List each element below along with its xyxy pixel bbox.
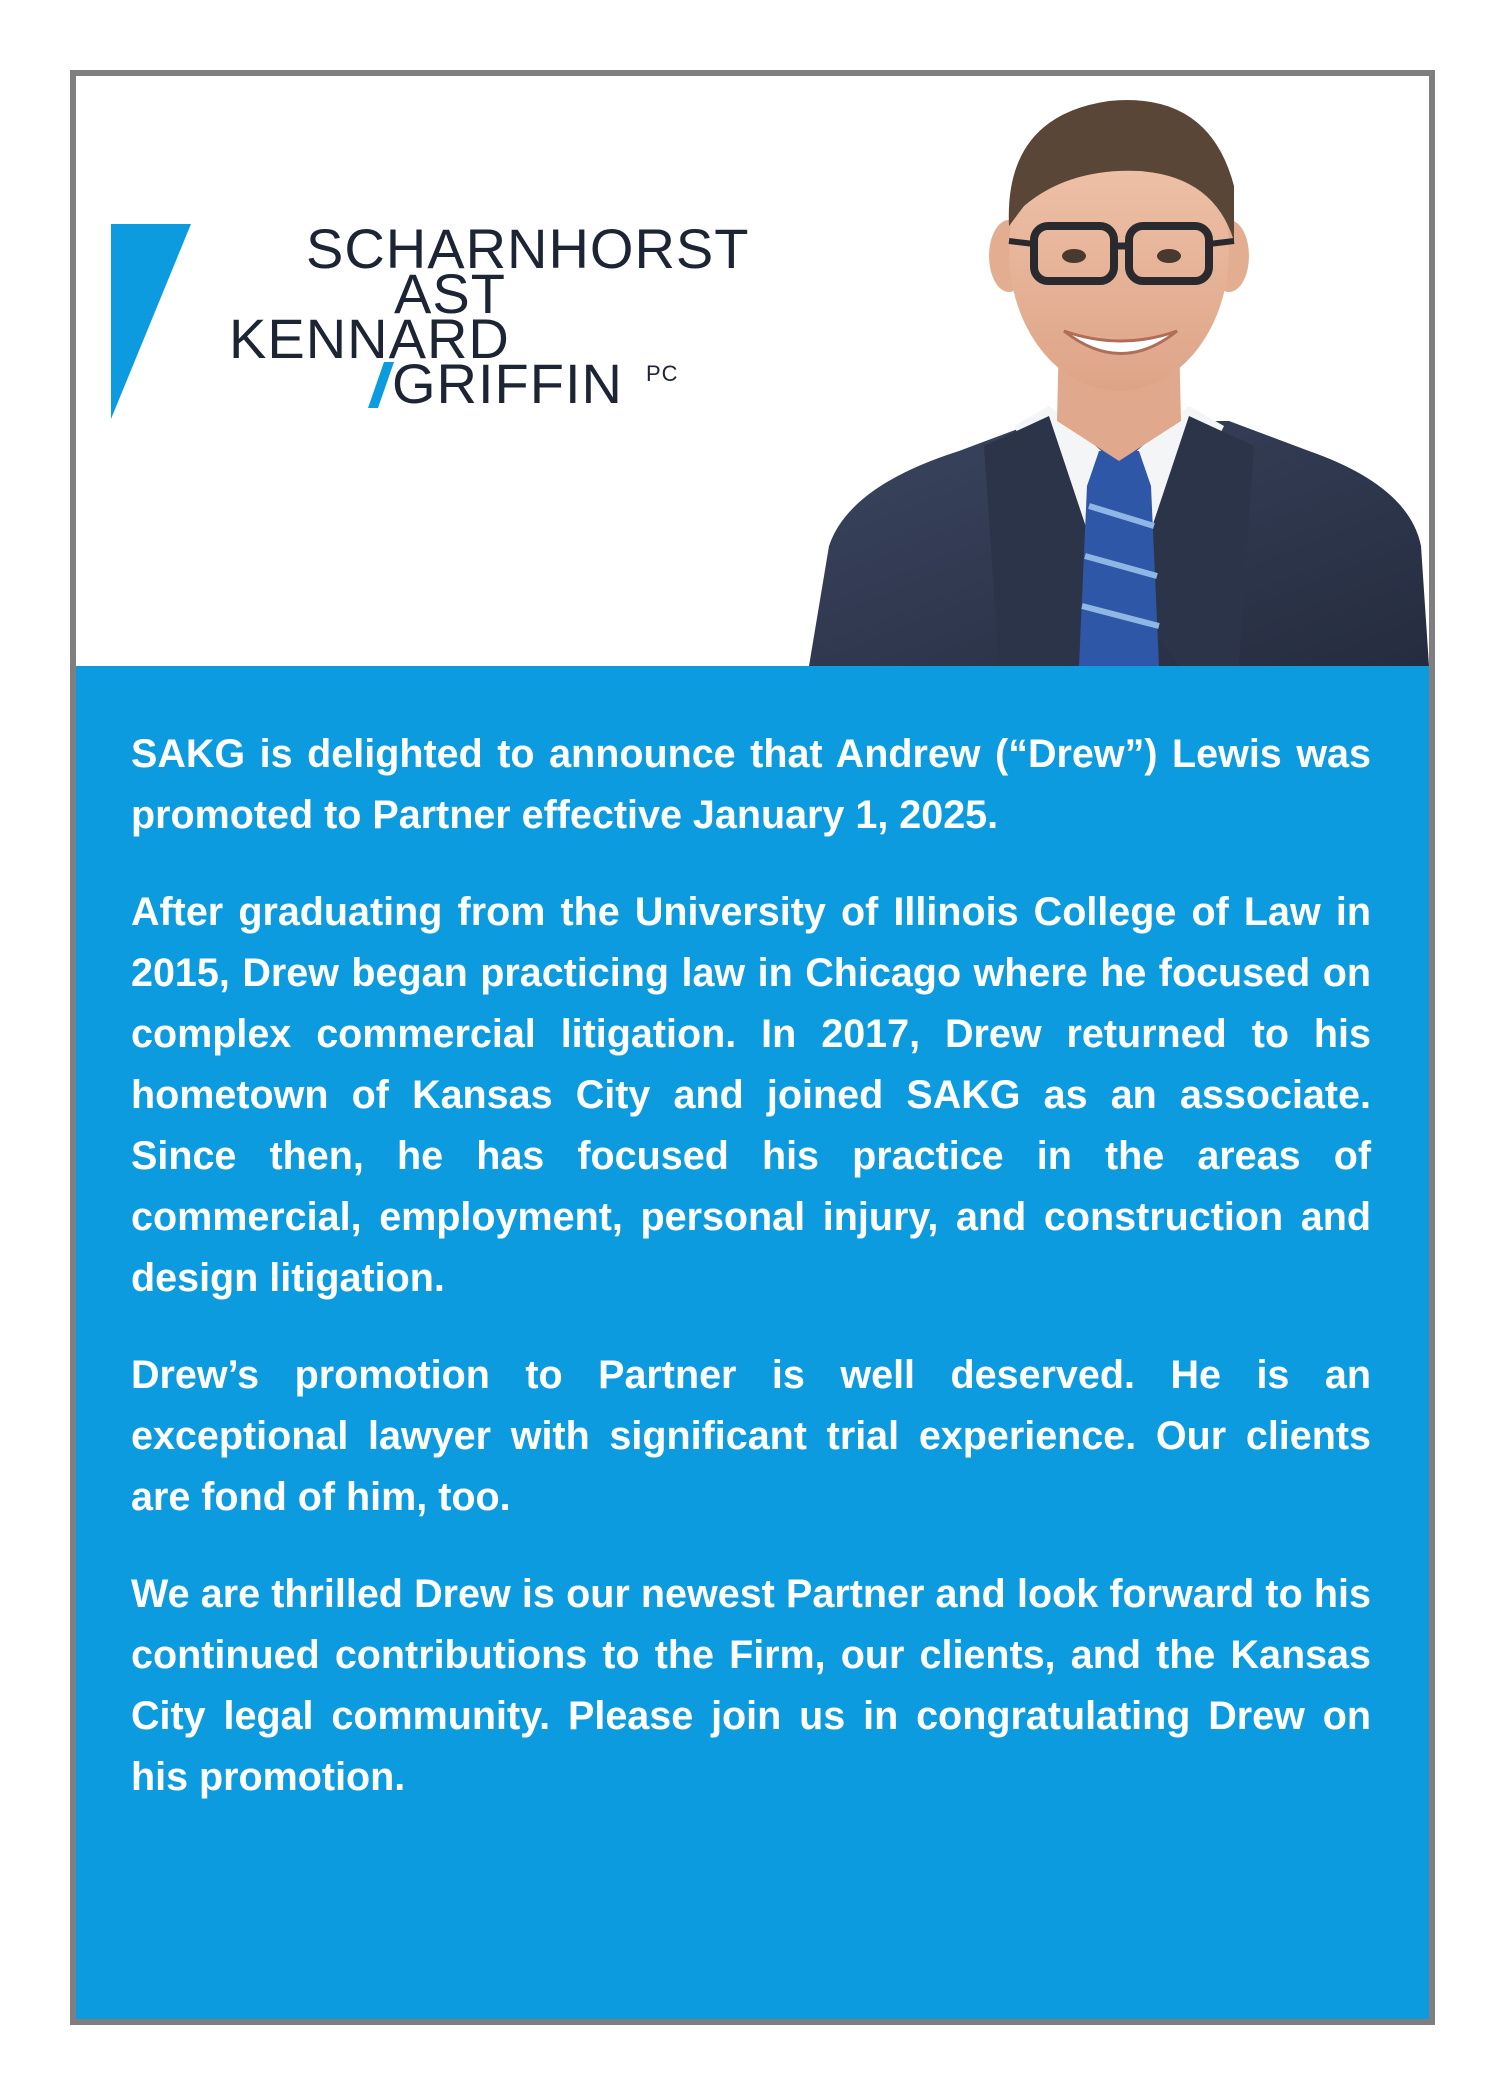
logo-line-kennard: KENNARD	[229, 307, 510, 370]
logo-line-ast: AST	[394, 262, 506, 325]
card-header	[76, 76, 1429, 666]
logo-wedge-icon	[106, 221, 196, 421]
announcement-paragraph-4: We are thrilled Drew is our newest Partner and look forward to his continued contributions to the Firm, our clients, and the Kansas City legal community. Please join us in congratulating Drew on his promotion.	[131, 1572, 1371, 1799]
announcement-paragraph-1: SAKG is delighted to announce that Andrew (“Drew”) Lewis was promoted to Partner effective January 1, 2025.	[131, 732, 1371, 837]
logo-line-griffin: GRIFFIN	[392, 352, 623, 415]
announcement-card	[70, 70, 1435, 2025]
logo-pc-suffix: PC	[646, 361, 679, 386]
firm-logo	[106, 217, 786, 441]
announcement-paragraph-3: Drew’s promotion to Partner is well deserved. He is an exceptional lawyer with significant trial experience. Our clients are fond of him, too.	[131, 1353, 1371, 1519]
announcement-paragraph-2: After graduating from the University of Illinois College of Law in 2015, Drew began practicing law in Chicago where he focused on complex commercial litigation. In 2017, Drew returned to his hometown of Kansas City and joined SAKG as an associate. Since then, he has focused his practice in the areas of commercial, employment, personal injury, and construction and design litigation.	[131, 890, 1371, 1300]
announcement-panel	[76, 666, 1429, 2025]
portrait-photo	[809, 76, 1429, 666]
logo-line-scharnhorst: SCHARNHORST	[306, 217, 750, 280]
